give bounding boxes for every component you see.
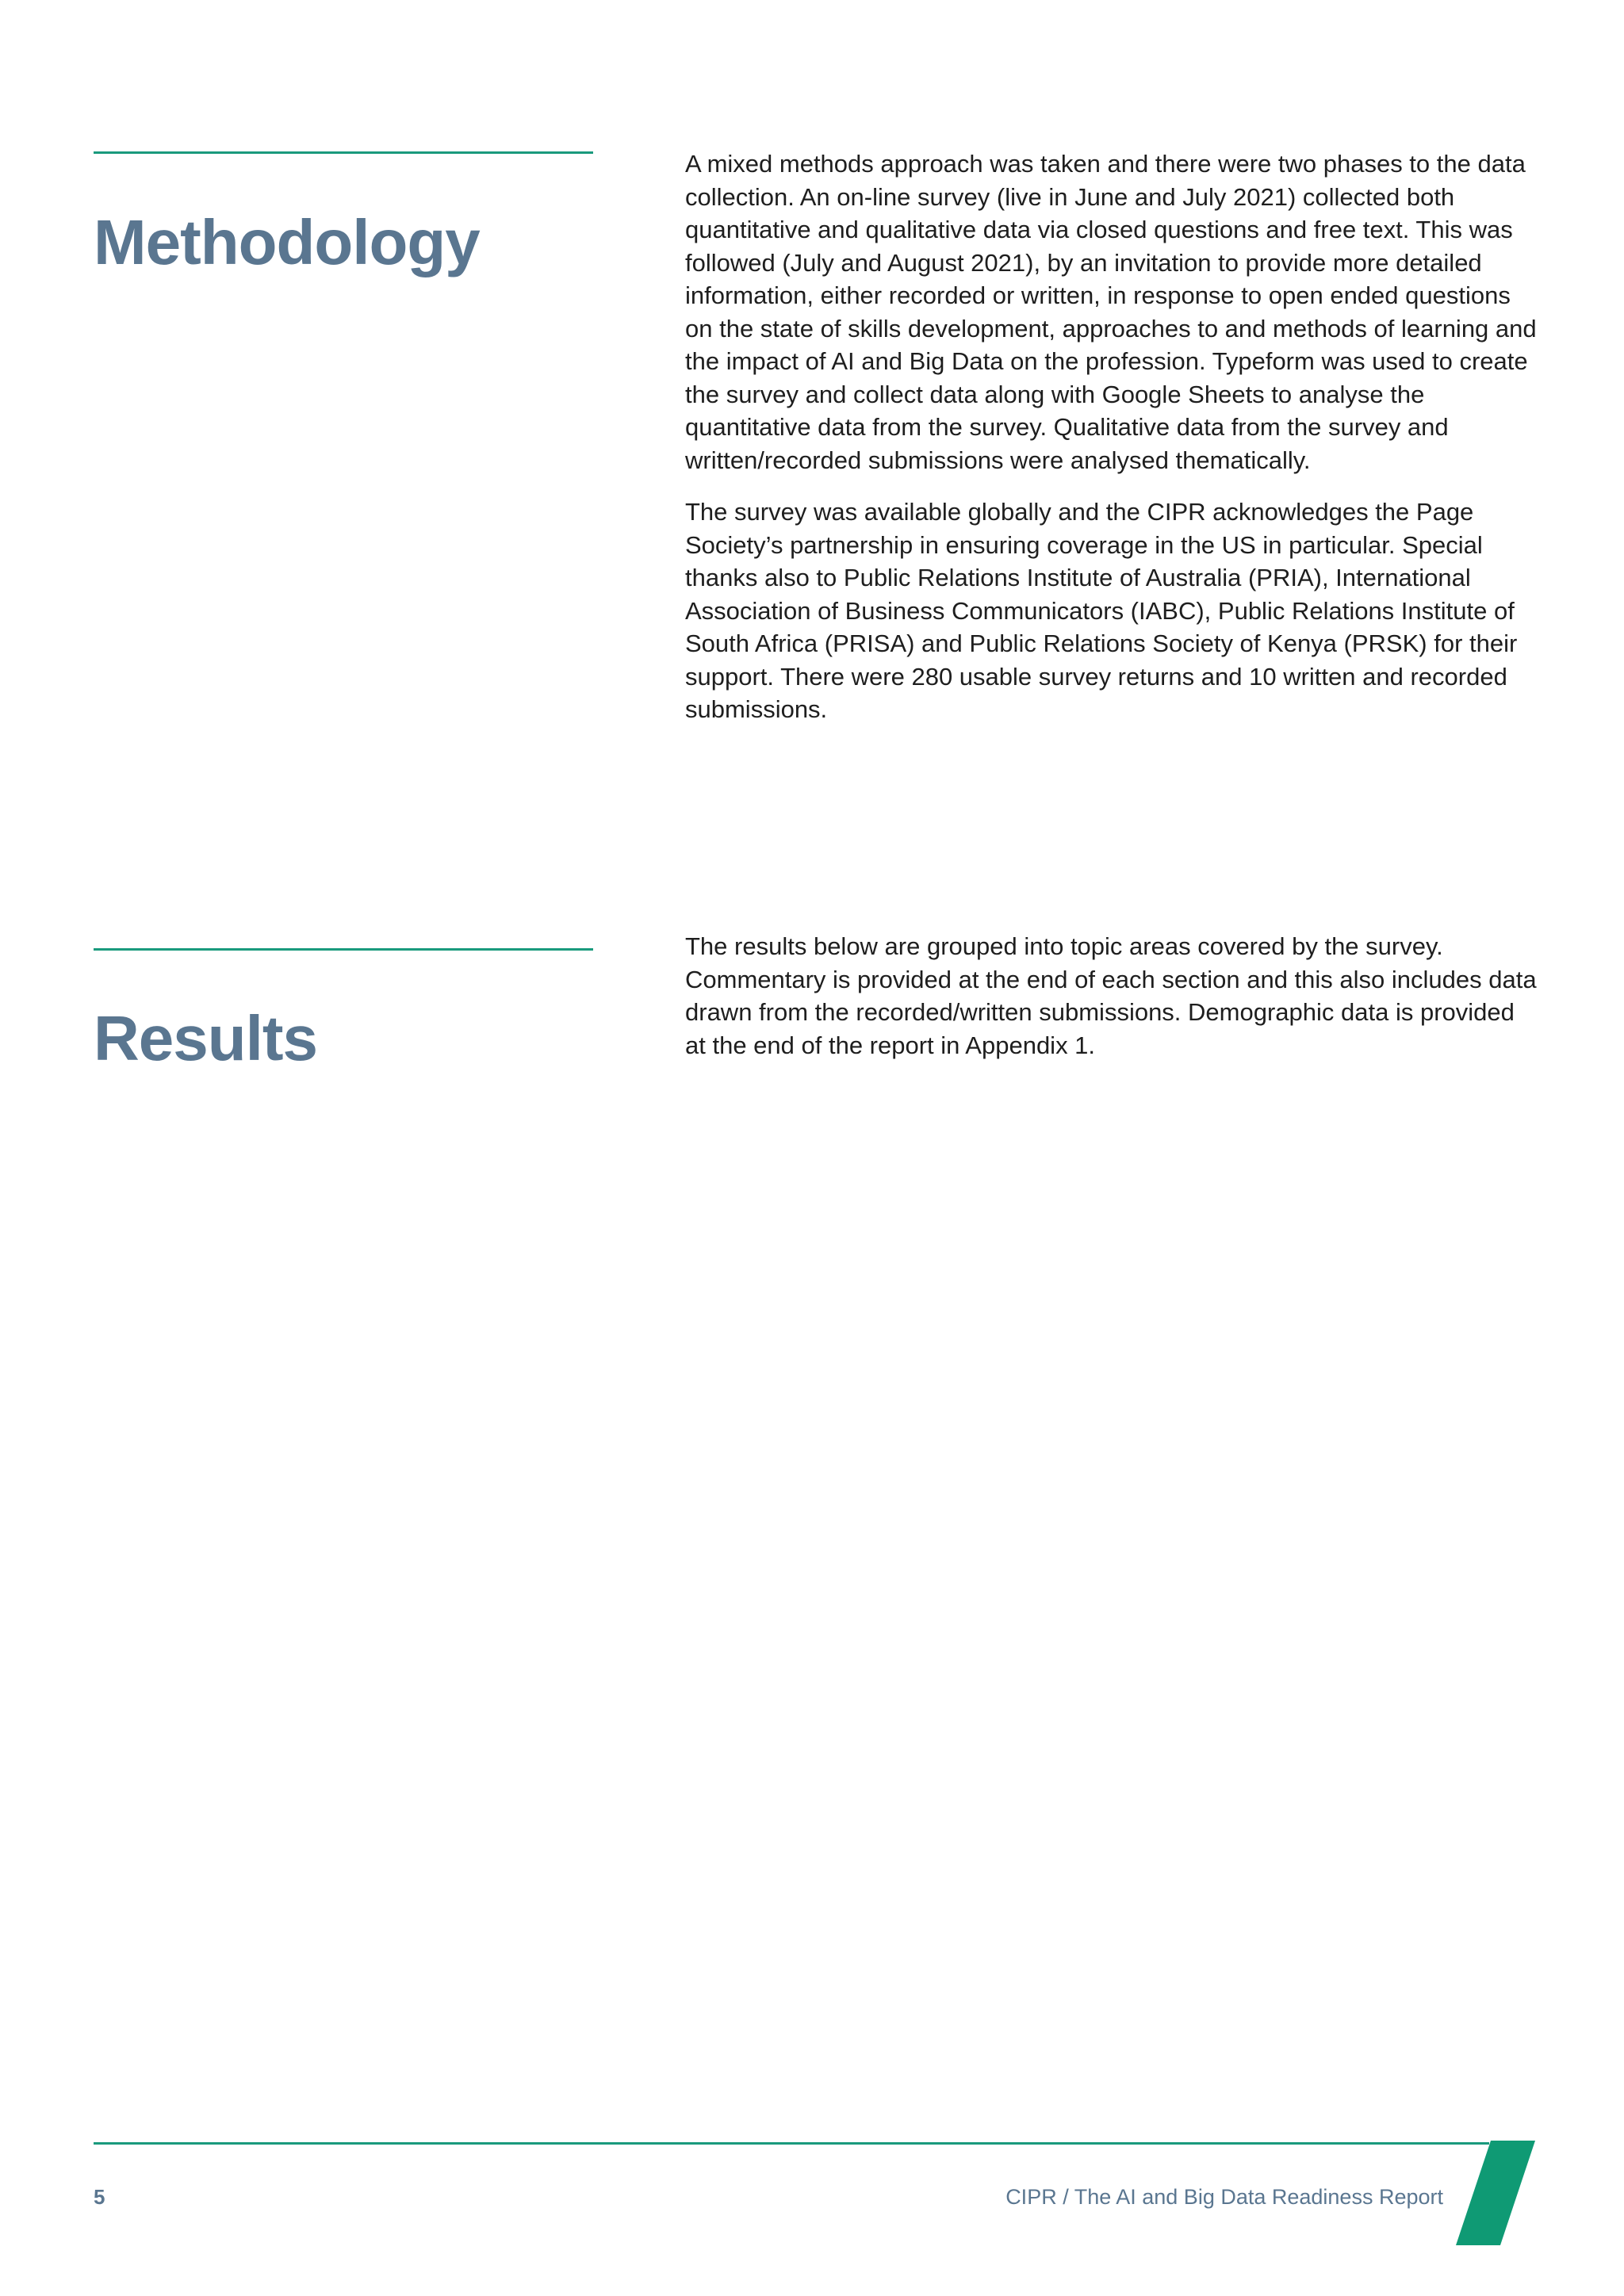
methodology-heading: Methodology (94, 207, 480, 277)
footer-slash-logo-icon (1456, 2141, 1535, 2245)
page-number: 5 (94, 2185, 105, 2209)
footer-report-title: CIPR / The AI and Big Data Readiness Report (1005, 2185, 1443, 2209)
footer-rule (94, 2142, 1489, 2145)
methodology-paragraph-2: The survey was available globally and the CIPR acknowledges the Page Society’s partnership in ensuring coverage in the US in particular. Special thanks also to Public Relations Institute of Australia (PRIA), International Association of Business Communicators (IABC), Public Relations Institute of South Africa (PRISA) and Public Relations Society of Kenya (PRSK) for their support. There were 280 usable survey returns and 10 written and recorded submissions. (685, 498, 1518, 723)
results-heading: Results (94, 1003, 317, 1073)
results-body (685, 930, 1542, 1081)
methodology-rule (94, 151, 593, 154)
methodology-body (685, 147, 1542, 745)
methodology-paragraph-1: A mixed methods approach was taken and there were two phases to the data collection. An on-line survey (live in June and July 2021) collected both quantitative and qualitative data via closed questions and free text. This was followed (July and August 2021), by an invitation to provide more detailed information, either recorded or written, in response to open ended questions on the state of skills development, approaches to and methods of learning and the impact of AI and Big Data on the profession. Typeform was used to create the survey and collect data along with Google Sheets to analyse the quantitative data from the survey. Qualitative data from the survey and written/recorded submissions were analysed thematically. (685, 150, 1537, 474)
results-paragraph-1: The results below are grouped into topic areas covered by the survey. Commentary is provided at the end of each section and this also includes data drawn from the recorded/written submissions. Demographic data is provided at the end of the report in Appendix 1. (685, 932, 1537, 1059)
results-rule (94, 948, 593, 951)
